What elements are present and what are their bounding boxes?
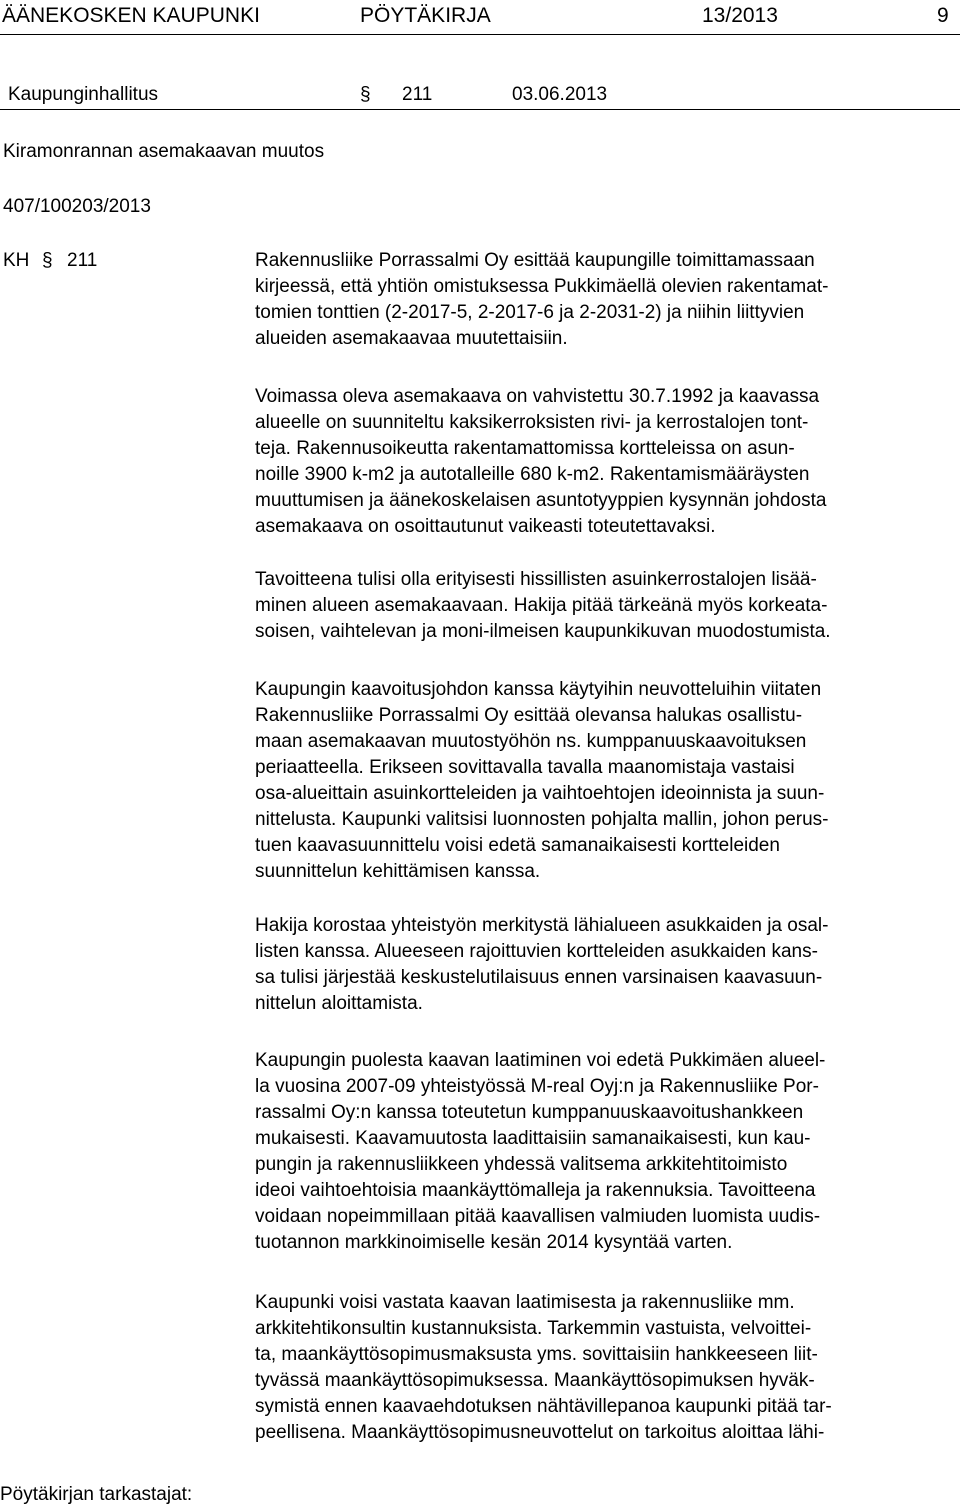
paragraph-1 [255, 248, 955, 352]
paragraph-line: ta, maankäyttösopimusmaksusta yms. sovittaisiin hankkeeseen liit- [255, 1344, 818, 1365]
paragraph-line: soisen, vaihtelevan ja moni-ilmeisen kaupunkikuvan muodostumista. [255, 621, 831, 642]
organization-name: ÄÄNEKOSKEN KAUPUNKI [2, 4, 260, 27]
paragraph-line: Kaupungin puolesta kaavan laatiminen voi edetä Pukkimäen alueel- [255, 1050, 826, 1071]
paragraph-6 [255, 1048, 955, 1256]
paragraph-4 [255, 677, 955, 885]
paragraph-line: tuotannon markkinoimiselle kesän 2014 kysyntää varten. [255, 1232, 733, 1253]
paragraph-line: listen kanssa. Alueeseen rajoittuvien kortteleiden asukkaiden kans- [255, 941, 818, 962]
meeting-date: 03.06.2013 [512, 84, 608, 105]
paragraph-line: Rakennusliike Porrassalmi Oy esittää kaupungille toimittamassaan [255, 250, 815, 271]
meeting-section-symbol: § [360, 84, 371, 105]
meta-divider [0, 109, 960, 110]
header-divider [0, 34, 960, 35]
paragraph-line: noille 3900 k-m2 ja autotalleille 680 k-m2. Rakentamismääräysten [255, 464, 810, 485]
page-number: 9 [937, 4, 949, 27]
paragraph-7 [255, 1290, 955, 1446]
paragraph-line: mukaisesti. Kaavamuutosta laadittaisiin samanaikaisesti, kun kau- [255, 1128, 811, 1149]
paragraph-line: tuen kaavasuunnittelu voisi edetä samanaikaisesti kortteleiden [255, 835, 780, 856]
paragraph-line: alueiden asemakaavaa muutettaisiin. [255, 328, 568, 349]
paragraph-line: Tavoitteena tulisi olla erityisesti hissillisten asuinkerrostalojen lisää- [255, 569, 817, 590]
document-number: 13/2013 [702, 4, 778, 27]
paragraph-line: tyvässä maankäyttösopimuksessa. Maankäyttösopimuksen hyväk- [255, 1370, 815, 1391]
paragraph-2 [255, 384, 955, 540]
paragraph-line: alueelle on suunniteltu kaksikerroksisten rivi- ja kerrostalojen tont- [255, 412, 809, 433]
paragraph-line: teja. Rakennusoikeutta rakentamattomissa kortteleissa on asun- [255, 438, 795, 459]
footer-reviewers-label: Pöytäkirjan tarkastajat: [0, 1484, 193, 1505]
paragraph-line: Kaupungin kaavoitusjohdon kanssa käytyihin neuvotteluihin viitaten [255, 679, 822, 700]
paragraph-line: osa-alueittain asuinkortteleiden ja vaihtoehtojen ideoinnista ja suun- [255, 783, 825, 804]
paragraph-line: kirjeessä, että yhtiön omistuksessa Pukkimäellä olevien rakentamat- [255, 276, 829, 297]
paragraph-5 [255, 913, 955, 1017]
meeting-section-number: 211 [402, 84, 433, 105]
item-title: Kiramonrannan asemakaavan muutos [3, 141, 325, 162]
paragraph-line: voidaan nopeimmillaan pitää kaavallisen valmiuden luomista uudis- [255, 1206, 821, 1227]
item-section-number: 211 [67, 250, 98, 271]
paragraph-line: peellisena. Maankäyttösopimusneuvottelut on tarkoitus aloittaa lähi- [255, 1422, 825, 1443]
paragraph-line: muuttumisen ja äänekoskelaisen asuntotyyppien kysynnän johdosta [255, 490, 827, 511]
paragraph-line: sa tulisi järjestää keskustelutilaisuus ennen varsinaisen kaavasuun- [255, 967, 823, 988]
paragraph-line: maan asemakaavan muutostyöhön ns. kumppanuuskaavoituksen [255, 731, 807, 752]
paragraph-line: Kaupunki voisi vastata kaavan laatimisesta ja rakennusliike mm. [255, 1292, 795, 1313]
item-prefix: KH [3, 250, 30, 271]
meeting-body: Kaupunginhallitus [8, 84, 159, 105]
item-section-symbol: § [42, 250, 53, 271]
paragraph-line: nittelusta. Kaupunki valitsisi luonnosten pohjalta mallin, johon perus- [255, 809, 829, 830]
paragraph-line: rassalmi Oy:n kanssa toteutetun kumppanuuskaavoitushankkeen [255, 1102, 804, 1123]
paragraph-line: symistä ennen kaavaehdotuksen nähtävillepanoa kaupunki pitää tar- [255, 1396, 832, 1417]
paragraph-line: tomien tonttien (2-2017-5, 2-2017-6 ja 2-2031-2) ja niihin liittyvien [255, 302, 805, 323]
paragraph-line: ideoi vaihtoehtoisia maankäyttömalleja ja rakennuksia. Tavoitteena [255, 1180, 816, 1201]
paragraph-line: asemakaava on osoittautunut vaikeasti toteutettavaksi. [255, 516, 716, 537]
document-type: PÖYTÄKIRJA [360, 4, 491, 27]
paragraph-line: suunnittelun kehittämisen kanssa. [255, 861, 541, 882]
paragraph-line: minen alueen asemakaavaan. Hakija pitää tärkeänä myös korkeata- [255, 595, 828, 616]
paragraph-line: Rakennusliike Porrassalmi Oy esittää olevansa halukas osallistu- [255, 705, 803, 726]
paragraph-line: nittelun aloittamista. [255, 993, 423, 1014]
paragraph-3 [255, 567, 955, 645]
paragraph-line: arkkitehtikonsultin kustannuksista. Tarkemmin vastuista, velvoittei- [255, 1318, 812, 1339]
paragraph-line: la vuosina 2007-09 yhteistyössä M-real Oyj:n ja Rakennusliike Por- [255, 1076, 819, 1097]
record-number: 407/100203/2013 [3, 196, 151, 217]
paragraph-line: Hakija korostaa yhteistyön merkitystä lähialueen asukkaiden ja osal- [255, 915, 829, 936]
paragraph-line: Voimassa oleva asemakaava on vahvistettu 30.7.1992 ja kaavassa [255, 386, 820, 407]
paragraph-line: pungin ja rakennusliikkeen yhdessä valitsema arkkitehtitoimisto [255, 1154, 788, 1175]
paragraph-line: periaatteella. Erikseen sovittavalla tavalla maanomistaja vastaisi [255, 757, 795, 778]
